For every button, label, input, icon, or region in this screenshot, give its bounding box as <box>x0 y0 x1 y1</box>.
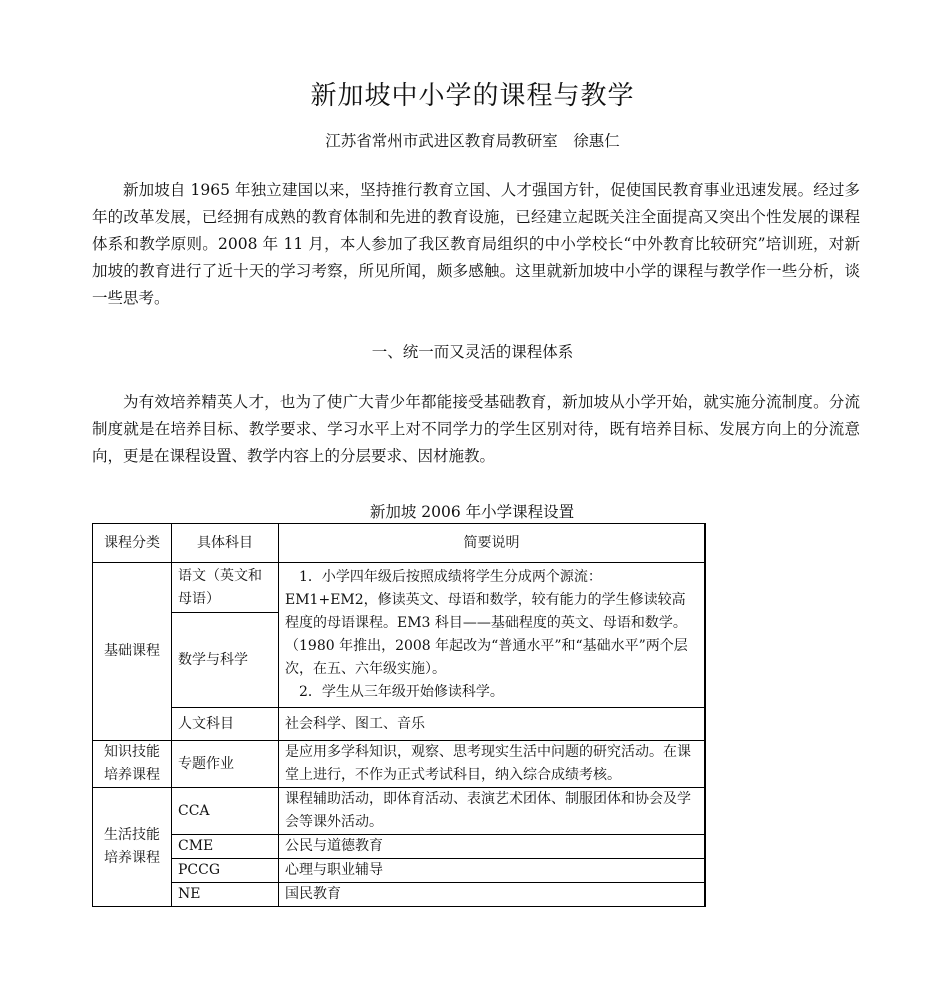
author-line: 江苏省常州市武进区教育局教研室 徐惠仁 <box>325 132 620 150</box>
subject-humanities: 人文科目 <box>172 708 279 741</box>
header-subject: 具体科目 <box>172 524 279 563</box>
desc-cca: 课程辅助活动，即体育活动、表演艺术团体、制服团体和协会及学会等课外活动。 <box>279 788 706 835</box>
section-heading: 一、统一而又灵活的课程体系 <box>371 343 574 361</box>
table-row <box>93 708 706 741</box>
subject-cme: CME <box>172 835 279 859</box>
desc-cme: 公民与道德教育 <box>279 835 706 859</box>
curriculum-table <box>92 523 706 907</box>
header-description: 简要说明 <box>279 524 706 563</box>
subject-pccg: PCCG <box>172 859 279 883</box>
description-basic <box>279 563 706 708</box>
table-row <box>93 835 706 859</box>
subject-cca: CCA <box>172 788 279 835</box>
desc-ne: 国民教育 <box>279 883 706 907</box>
table-row <box>93 883 706 907</box>
desc-project: 是应用多学科知识，观察、思考现实生活中问题的研究活动。在课堂上进行，不作为正式考试科目，纳入综合成绩考核。 <box>279 741 706 788</box>
table-row <box>93 563 706 613</box>
desc-pccg: 心理与职业辅导 <box>279 859 706 883</box>
category-knowledge: 知识技能培养课程 <box>93 741 172 788</box>
subject-project: 专题作业 <box>172 741 279 788</box>
page-title: 新加坡中小学的课程与教学 <box>310 81 635 111</box>
table-row <box>93 741 706 788</box>
section-paragraph: 为有效培养精英人才，也为了使广大青少年都能接受基础教育，新加坡从小学开始，就实施分流制度。分流制度就是在培养目标、教学要求、学习水平上对不同学力的学生区别对待，既有培养目标、发展方向上的分流意向，更是在课程设置、教学内容上的分层要求、因材施教。 <box>92 393 860 465</box>
category-basic: 基础课程 <box>93 563 172 741</box>
subject-ne: NE <box>172 883 279 907</box>
desc-line: EM1+EM2，修读英文、母语和数学，较有能力的学生修读较高程度的母语课程。EM3 科目——基础程度的英文、母语和数学。（1980 年推出，2008 年起改为“普通水平”和“基础水平”两个层次，在五、六年级实施）。 <box>285 592 688 677</box>
subject-language: 语文（英文和母语） <box>172 563 279 613</box>
desc-humanities: 社会科学、图工、音乐 <box>279 708 706 741</box>
intro-paragraph: 新加坡自 1965 年独立建国以来，坚持推行教育立国、人才强国方针，促使国民教育事业迅速发展。经过多年的改革发展，已经拥有成熟的教育体制和先进的教育设施，已经建立起既关注全面提高又突出个性发展的课程体系和教学原则。2008 年 11 月，本人参加了我区教育局组织的中小学校长“中外教育比较研究”培训班，对新加坡的教育进行了近十天的学习考察，所见所闻，颇多感触。这里就新加坡中小学的课程与教学作一些分析，谈一些思考。 <box>92 181 860 307</box>
table-row <box>93 788 706 835</box>
header-category: 课程分类 <box>93 524 172 563</box>
desc-line: 1．小学四年级后按照成绩将学生分成两个源流： <box>299 569 602 585</box>
table-caption: 新加坡 2006 年小学课程设置 <box>369 503 575 521</box>
table-row <box>93 859 706 883</box>
table-header-row <box>93 524 706 563</box>
subject-math-science: 数学与科学 <box>172 613 279 708</box>
desc-line: 2．学生从三年级开始修读科学。 <box>299 684 504 700</box>
category-life: 生活技能培养课程 <box>93 788 172 907</box>
